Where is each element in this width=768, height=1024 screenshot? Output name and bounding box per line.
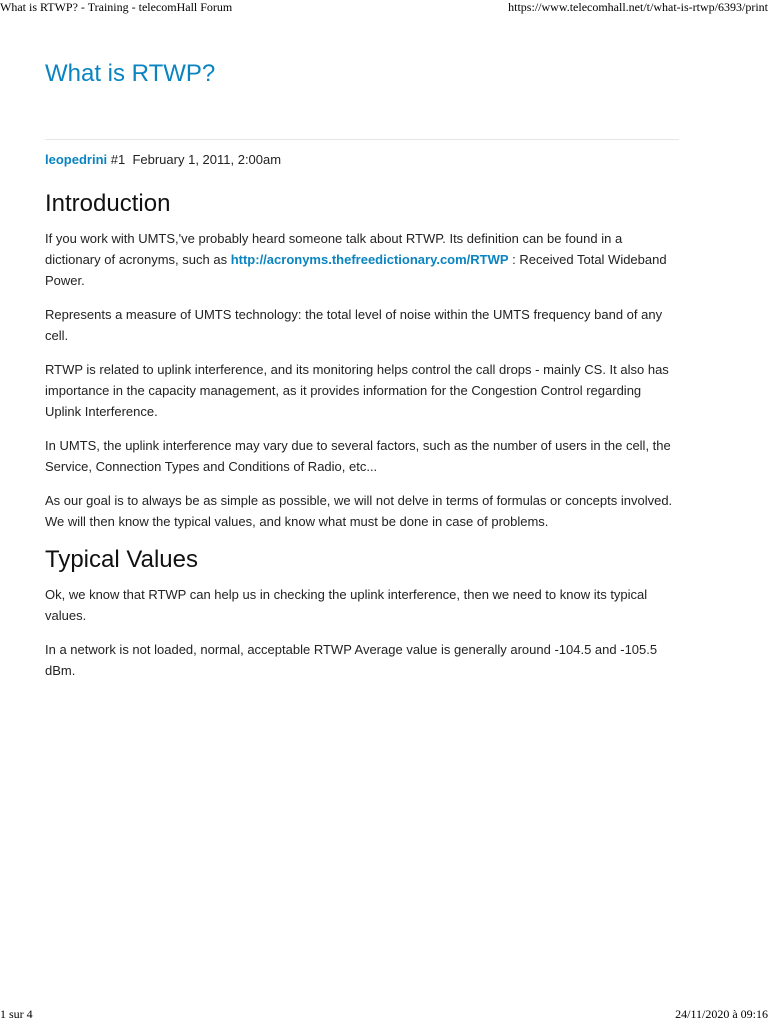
post-number: #1 [110,152,126,167]
print-footer-page: 1 sur 4 [0,1007,33,1021]
topic-title[interactable]: What is RTWP? [45,60,216,87]
print-footer [0,1006,768,1022]
print-header [0,0,768,20]
acronym-dictionary-link[interactable]: http://acronyms.thefreedictionary.com/RTWP [230,252,509,267]
print-header-title: What is RTWP? - Training - telecomHall Forum [0,0,233,14]
paragraph-uplink-interference: RTWP is related to uplink interference, and its monitoring helps control the call drops - mainly CS. It also has importance in the capacity management, as it provides information for the Congestion Control regarding Uplink Interference. [45,362,669,419]
paragraph-definition-text-start: If you work with UMTS,'ve probably heard someone talk about RTWP. Its definition can be found in a dictionary of acronyms, such as [45,231,623,267]
heading-typical-values: Typical Values [45,546,198,573]
post-meta [45,152,281,167]
paragraph-umts-factors: In UMTS, the uplink interference may vary due to several factors, such as the number of users in the cell, the Service, Connection Types and Conditions of Radio, etc... [45,438,671,474]
paragraph-measure: Represents a measure of UMTS technology: the total level of noise within the UMTS frequency band of any cell. [45,307,663,343]
post-date: February 1, 2011, 2:00am [132,152,282,167]
divider [45,139,679,140]
post-body [45,188,679,681]
paragraph-definition-text-end: : Received Total Wideband Power. [45,252,667,288]
paragraph-goal: As our goal is to always be as simple as possible, we will not delve in terms of formulas or concepts involved. We will then know the typical values, and know what must be done in case of problems. [45,493,673,529]
print-header-url: https://www.telecomhall.net/t/what-is-rtwp/6393/print [508,0,768,14]
paragraph-average-value: In a network is not loaded, normal, acceptable RTWP Average value is generally around -104.5 and -105.5 dBm. [45,642,658,678]
paragraph-definition [45,228,679,291]
post-author-link[interactable]: leopedrini [45,152,108,167]
heading-introduction: Introduction [45,190,171,217]
print-footer-datetime: 24/11/2020 à 09:16 [675,1007,768,1021]
paragraph-typical-intro: Ok, we know that RTWP can help us in checking the uplink interference, then we need to know its typical values. [45,587,648,623]
